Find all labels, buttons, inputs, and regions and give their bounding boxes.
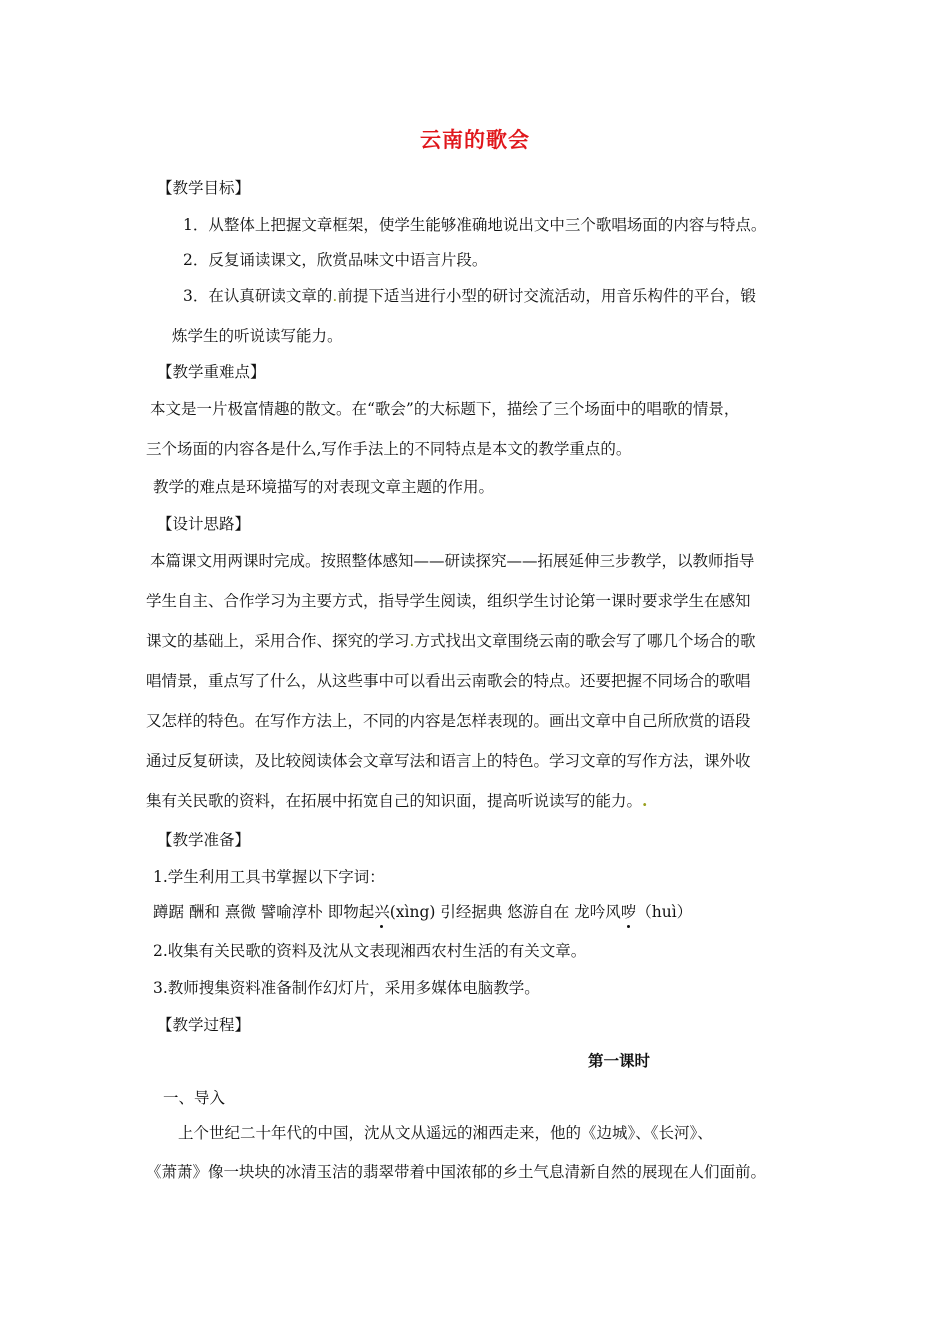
process-paragraph-line-1: 上个世纪二十年代的中国，沈从文从遥远的湘西走来，他的《边城》、《长河》、 — [178, 1124, 713, 1142]
emphasized-char-hui: 哕 — [620, 903, 637, 921]
prep-item-3: 3.教师搜集资料准备制作幻灯片，采用多媒体电脑教学。 — [153, 979, 540, 997]
design-line-6: 通过反复研读，及比较阅读体会文章写法和语言上的特色。学习文章的写作方法，课外收 — [146, 752, 751, 770]
stray-mark: . — [642, 791, 648, 810]
prep-word-list — [153, 902, 692, 922]
prep-words-part-b: (xìng) 引经据典 悠游自在 龙吟风 — [389, 903, 621, 921]
goal-item-1: 1．从整体上把握文章框架，使学生能够准确地说出文中三个歌唱场面的内容与特点。 — [183, 216, 767, 234]
design-line-7-text: 集有关民歌的资料，在拓展中拓宽自己的知识面，提高听说读写的能力。 — [146, 792, 643, 810]
lesson-heading: 第一课时 — [588, 1052, 651, 1070]
goal-item-3-part-a: 3．在认真研读文章的 — [183, 287, 333, 305]
stray-mark: . — [409, 632, 415, 650]
section-heading-design: 【设计思路】 — [157, 515, 251, 533]
prep-item-2: 2.收集有关民歌的资料及沈从文表现湘西农村生活的有关文章。 — [153, 942, 587, 960]
goal-item-3 — [183, 286, 756, 306]
section-heading-goals: 【教学目标】 — [157, 179, 251, 197]
key-points-paragraph-1-line-2: 三个场面的内容各是什么,写作手法上的不同特点是本文的教学重点的。 — [146, 440, 632, 458]
process-intro-heading: 一、导入 — [163, 1089, 226, 1107]
design-line-3-part-a: 课文的基础上，采用合作、探究的学习 — [146, 632, 410, 650]
design-line-1: 本篇课文用两课时完成。按照整体感知——研读探究——拓展延伸三步教学，以教师指导 — [150, 552, 755, 570]
design-line-5: 又怎样的特色。在写作方法上，不同的内容是怎样表现的。画出文章中自己所欣赏的语段 — [146, 712, 751, 730]
key-points-paragraph-1-line-1: 本文是一片极富情趣的散文。在“歌会”的大标题下，描绘了三个场面中的唱歌的情景， — [150, 400, 740, 418]
design-line-3 — [146, 631, 755, 651]
design-line-3-part-b: 方式找出文章围绕云南的歌会写了哪几个场合的歌 — [414, 632, 756, 650]
prep-item-1: 1.学生利用工具书掌握以下字词： — [153, 868, 385, 886]
process-paragraph-line-2: 《萧萧》像一块块的冰清玉洁的翡翠带着中国浓郁的乡土气息清新自然的展现在人们面前。 — [146, 1163, 767, 1181]
goal-item-3-continued: 炼学生的听说读写能力。 — [172, 327, 343, 345]
section-heading-prep: 【教学准备】 — [157, 831, 251, 849]
prep-words-part-c: （huì） — [636, 903, 693, 921]
document-title: 云南的歌会 — [420, 128, 530, 152]
key-points-paragraph-2: 教学的难点是环境描写的对表现文章主题的作用。 — [153, 478, 495, 496]
section-heading-process: 【教学过程】 — [157, 1016, 251, 1034]
emphasized-char-xing: 兴 — [374, 903, 390, 921]
design-line-4: 唱情景，重点写了什么，从这些事中可以看出云南歌会的特点。还要把握不同场合的歌唱 — [146, 672, 751, 690]
stray-mark: . — [332, 287, 338, 305]
goal-item-3-part-b: 前提下适当进行小型的研讨交流活动，用音乐构件的平台，锻 — [337, 287, 756, 305]
design-line-7 — [146, 791, 647, 811]
prep-words-part-a: 蹲踞 酬和 熹微 譬喻淳朴 即物起 — [153, 903, 375, 921]
goal-item-2: 2．反复诵读课文，欣赏品味文中语言片段。 — [183, 251, 488, 269]
design-line-2: 学生自主、合作学习为主要方式，指导学生阅读，组织学生讨论第一课时要求学生在感知 — [146, 592, 751, 610]
section-heading-key-points: 【教学重难点】 — [157, 363, 266, 381]
